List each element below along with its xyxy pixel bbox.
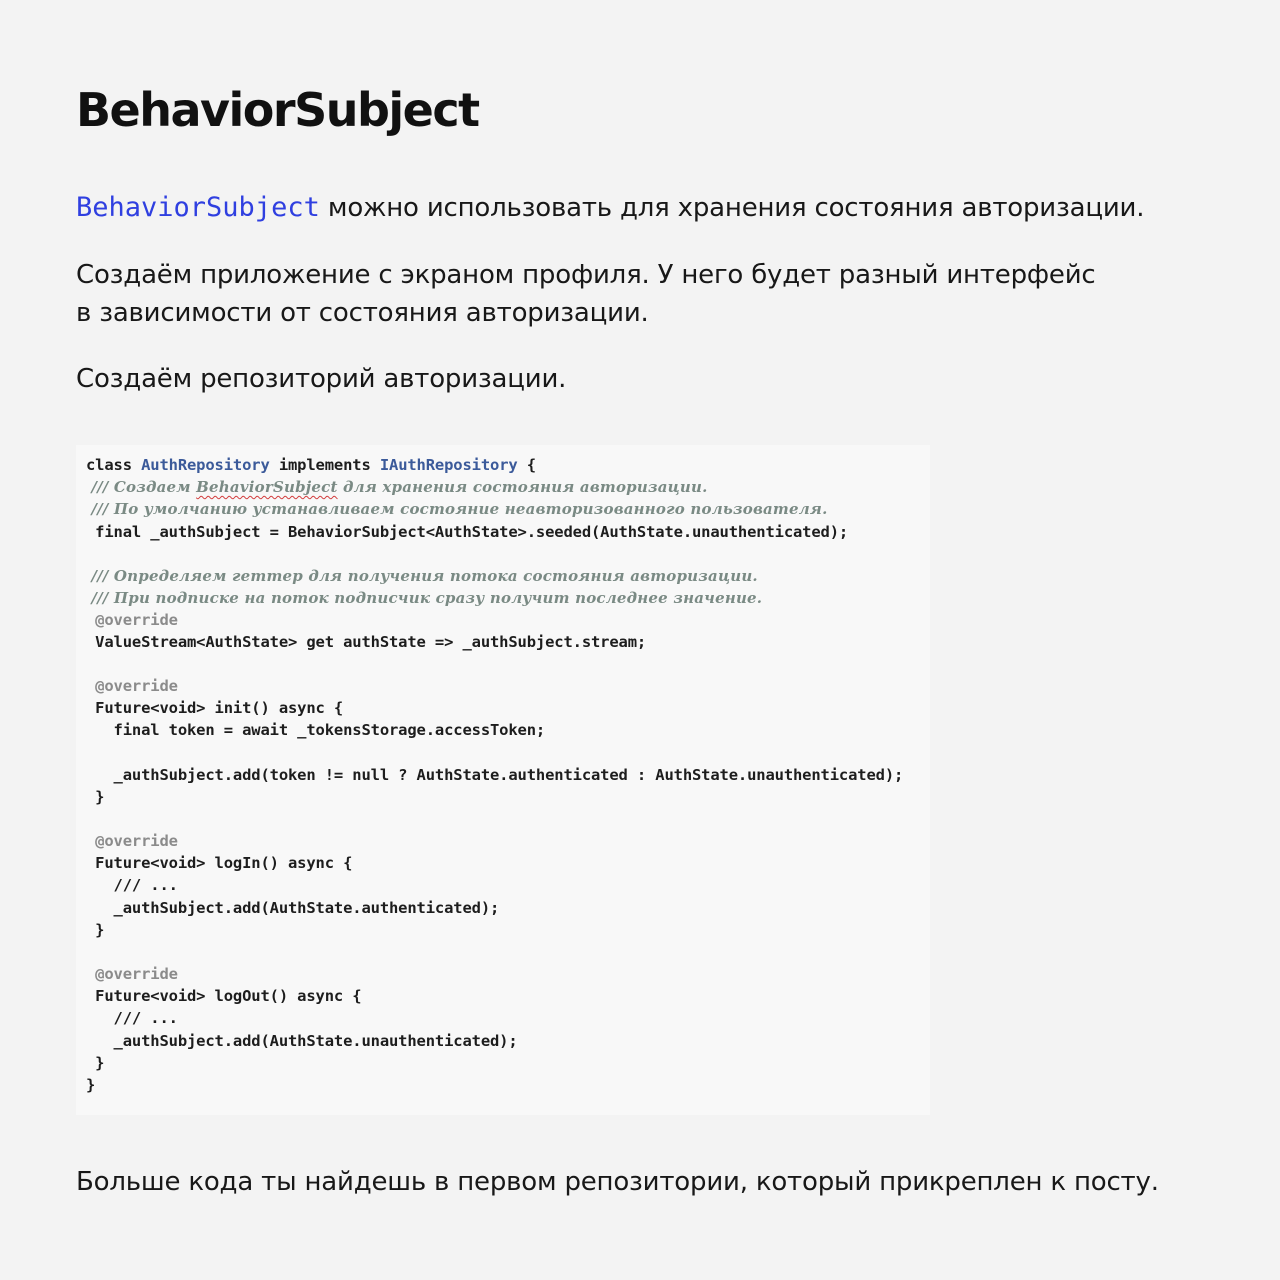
code-line: final token = await _tokensStorage.accessToken; [86,721,546,739]
intro-paragraph [76,189,1144,227]
code-line: Future<void> init() async { [86,699,344,717]
code-line: } [86,921,105,939]
code-block [76,445,930,1115]
spellcheck-underlined-word: BehaviorSubject [196,478,338,496]
repository-paragraph: Создаём репозиторий авторизации. [76,364,567,394]
code-line: _authSubject.add(token != null ? AuthState.authenticated : AuthState.unauthenticated); [86,766,904,784]
code-line: Future<void> logIn() async { [86,854,353,872]
app-description-line-1: Создаём приложение с экраном профиля. У него будет разный интерфейс [76,260,1096,290]
code-line: _authSubject.add(AuthState.authenticated); [86,899,500,917]
code-comment-line: /// Определяем геттер для получения потока состояния авторизации. [86,567,758,585]
code-annotation: @override [86,832,178,850]
code-annotation: @override [86,677,178,695]
app-description-paragraph [76,256,1096,332]
code-line: /// ... [86,876,178,894]
code-punctuation: { [517,456,536,474]
code-annotation: @override [86,611,178,629]
closing-paragraph: Больше кода ты найдешь в первом репозитории, который прикреплен к посту. [76,1167,1159,1197]
page-title: BehaviorSubject [76,83,479,137]
code-line: Future<void> logOut() async { [86,987,362,1005]
code-line: } [86,1054,105,1072]
code-keyword: class [86,456,142,474]
code-line: final _authSubject = BehaviorSubject<AuthState>.seeded(AuthState.unauthenticated); [86,523,849,541]
code-keyword: implements [269,456,380,474]
code-line: ValueStream<AuthState> get authState => _authSubject.stream; [86,633,647,651]
code-comment-line [86,476,708,498]
code-comment: для хранения состояния авторизации. [337,478,708,496]
code-type-name: AuthRepository [141,456,270,474]
code-line [86,454,536,476]
code-comment-line: /// По умолчанию устанавливаем состояние неавторизованного пользователя. [86,500,828,518]
code-line: /// ... [86,1009,178,1027]
code-comment-line: /// При подписке на поток подписчик сразу получит последнее значение. [86,589,763,607]
inline-code-behaviorsubject: BehaviorSubject [76,192,320,223]
code-line: } [86,1076,96,1094]
app-description-line-2: в зависимости от состояния авторизации. [76,298,649,328]
code-line: _authSubject.add(AuthState.unauthenticated); [86,1032,518,1050]
code-comment: /// Создаем [86,478,197,496]
code-type-name: IAuthRepository [379,456,518,474]
code-annotation: @override [86,965,178,983]
code-line: } [86,788,105,806]
intro-paragraph-text: можно использовать для хранения состояния авторизации. [319,193,1145,223]
